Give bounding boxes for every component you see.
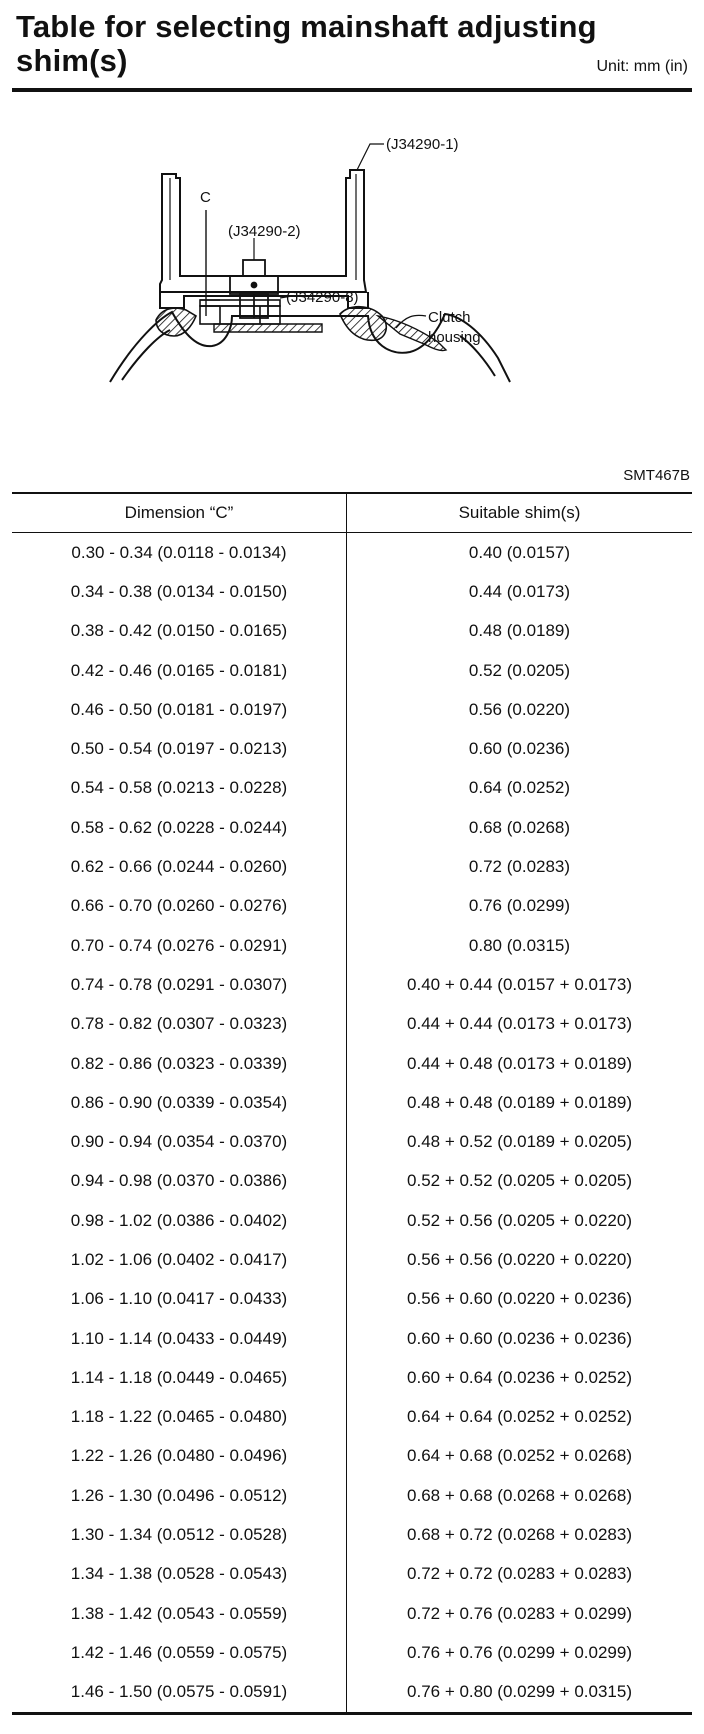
- shim-cell: 0.44 + 0.44 (0.0173 + 0.0173): [407, 1014, 632, 1034]
- unit-label: Unit: mm (in): [596, 58, 688, 75]
- dimension-c-marker: [200, 210, 220, 316]
- dimension-cell: 0.34 - 0.38 (0.0134 - 0.0150): [12, 572, 347, 611]
- table-row: [12, 1122, 692, 1161]
- shim-cell: 0.76 + 0.76 (0.0299 + 0.0299): [407, 1642, 632, 1662]
- shim-cell: 0.44 + 0.48 (0.0173 + 0.0189): [407, 1053, 632, 1073]
- gauge-j34290-2: [230, 260, 278, 318]
- dimension-cell: 0.54 - 0.58 (0.0213 - 0.0228): [12, 769, 347, 808]
- table-row: [12, 533, 692, 573]
- shim-cell: 0.64 + 0.68 (0.0252 + 0.0268): [407, 1446, 632, 1466]
- dimension-cell: 0.42 - 0.46 (0.0165 - 0.0181): [12, 651, 347, 690]
- shim-cell: 0.72 (0.0283): [468, 857, 571, 877]
- dimension-cell: 1.38 - 1.42 (0.0543 - 0.0559): [12, 1594, 347, 1633]
- table-row: [12, 612, 692, 651]
- dimension-cell: 1.46 - 1.50 (0.0575 - 0.0591): [12, 1673, 347, 1714]
- shim-cell: 0.52 + 0.52 (0.0205 + 0.0205): [407, 1171, 632, 1191]
- shim-cell: 0.60 + 0.64 (0.0236 + 0.0252): [407, 1367, 632, 1387]
- table-row: [12, 1358, 692, 1397]
- shim-cell: 0.60 + 0.60 (0.0236 + 0.0236): [407, 1328, 632, 1348]
- dimension-cell: 0.62 - 0.66 (0.0244 - 0.0260): [12, 847, 347, 886]
- dimension-cell: 1.02 - 1.06 (0.0402 - 0.0417): [12, 1240, 347, 1279]
- shim-cell: 0.56 + 0.60 (0.0220 + 0.0236): [407, 1289, 632, 1309]
- table-row: [12, 1083, 692, 1122]
- table-body: [12, 533, 692, 1714]
- table-row: [12, 1398, 692, 1437]
- label-housing-line-1: Clutch: [428, 309, 471, 326]
- table-row: [12, 769, 692, 808]
- dimension-cell: 1.10 - 1.14 (0.0433 - 0.0449): [12, 1319, 347, 1358]
- dimension-cell: 0.70 - 0.74 (0.0276 - 0.0291): [12, 926, 347, 965]
- table-row: [12, 1437, 692, 1476]
- dimension-cell: 0.98 - 1.02 (0.0386 - 0.0402): [12, 1201, 347, 1240]
- dimension-cell: 0.38 - 0.42 (0.0150 - 0.0165): [12, 612, 347, 651]
- shim-cell: 0.76 (0.0299): [468, 896, 571, 916]
- shim-cell: 0.76 + 0.80 (0.0299 + 0.0315): [347, 1673, 693, 1714]
- dimension-cell: 0.50 - 0.54 (0.0197 - 0.0213): [12, 729, 347, 768]
- label-tool-8: (J34290-8): [286, 289, 359, 306]
- label-housing-line-2: housing: [428, 329, 481, 346]
- table-row: [12, 1555, 692, 1594]
- dimension-cell: 1.34 - 1.38 (0.0528 - 0.0543): [12, 1555, 347, 1594]
- title-row-2: [16, 44, 688, 84]
- label-dimension-c: C: [200, 189, 211, 206]
- page-title: [16, 10, 688, 84]
- shim-cell: 0.40 + 0.44 (0.0157 + 0.0173): [407, 974, 632, 994]
- shim-cell: 0.40 (0.0157): [468, 542, 571, 562]
- dimension-cell: 1.22 - 1.26 (0.0480 - 0.0496): [12, 1437, 347, 1476]
- shim-cell: 0.56 + 0.56 (0.0220 + 0.0220): [407, 1249, 632, 1269]
- shim-cell: 0.64 + 0.64 (0.0252 + 0.0252): [407, 1407, 632, 1427]
- table-row: [12, 1280, 692, 1319]
- header-shim: Suitable shim(s): [347, 493, 693, 533]
- shim-cell: 0.48 + 0.52 (0.0189 + 0.0205): [407, 1132, 632, 1152]
- header-dimension: Dimension “C”: [12, 493, 347, 533]
- table-row: [12, 690, 692, 729]
- dimension-cell: 0.78 - 0.82 (0.0307 - 0.0323): [12, 1005, 347, 1044]
- table-header-row: [12, 493, 692, 533]
- dimension-cell: 0.74 - 0.78 (0.0291 - 0.0307): [12, 965, 347, 1004]
- left-boss-section: [156, 308, 196, 336]
- table-row: [12, 847, 692, 886]
- center-boss-section: [214, 324, 322, 332]
- shim-cell: 0.52 (0.0205): [468, 660, 571, 680]
- shim-cell: 0.68 + 0.72 (0.0268 + 0.0283): [407, 1525, 632, 1545]
- table-row: [12, 1044, 692, 1083]
- table-row: [12, 1633, 692, 1672]
- label-tool-2: (J34290-2): [228, 223, 301, 240]
- tool-setup-diagram: [100, 130, 560, 440]
- right-boss-section: [340, 307, 386, 341]
- dimension-cell: 1.42 - 1.46 (0.0559 - 0.0575): [12, 1633, 347, 1672]
- dimension-cell: 0.66 - 0.70 (0.0260 - 0.0276): [12, 887, 347, 926]
- shim-cell: 0.80 (0.0315): [468, 935, 571, 955]
- shim-cell: 0.72 + 0.76 (0.0283 + 0.0299): [407, 1603, 632, 1623]
- shim-cell: 0.56 (0.0220): [468, 699, 571, 719]
- dimension-cell: 0.46 - 0.50 (0.0181 - 0.0197): [12, 690, 347, 729]
- shim-cell: 0.60 (0.0236): [468, 739, 571, 759]
- figure-code: SMT467B: [623, 467, 690, 484]
- table-row: [12, 572, 692, 611]
- dimension-cell: 1.30 - 1.34 (0.0512 - 0.0528): [12, 1515, 347, 1554]
- shim-cell: 0.64 (0.0252): [468, 778, 571, 798]
- title-line-2: shim(s): [16, 43, 128, 78]
- title-rule: [12, 88, 692, 92]
- dimension-cell: 1.06 - 1.10 (0.0417 - 0.0433): [12, 1280, 347, 1319]
- shim-cell: 0.44 (0.0173): [468, 581, 571, 601]
- table-row: [12, 1319, 692, 1358]
- table-row: [12, 1201, 692, 1240]
- table-row: [12, 1515, 692, 1554]
- table-row: [12, 729, 692, 768]
- shim-cell: 0.68 + 0.68 (0.0268 + 0.0268): [407, 1485, 632, 1505]
- shim-cell: 0.68 (0.0268): [468, 817, 571, 837]
- dimension-cell: 0.30 - 0.34 (0.0118 - 0.0134): [12, 533, 347, 573]
- dimension-cell: 0.94 - 0.98 (0.0370 - 0.0386): [12, 1162, 347, 1201]
- dimension-cell: 1.26 - 1.30 (0.0496 - 0.0512): [12, 1476, 347, 1515]
- shim-cell: 0.48 (0.0189): [468, 621, 571, 641]
- dimension-cell: 0.90 - 0.94 (0.0354 - 0.0370): [12, 1122, 347, 1161]
- table-row: [12, 808, 692, 847]
- table-row: [12, 1594, 692, 1633]
- dimension-cell: 0.86 - 0.90 (0.0339 - 0.0354): [12, 1083, 347, 1122]
- dimension-cell: 1.18 - 1.22 (0.0465 - 0.0480): [12, 1398, 347, 1437]
- shim-selection-table: [12, 492, 692, 1715]
- label-tool-1: (J34290-1): [386, 136, 459, 153]
- table-row: [12, 887, 692, 926]
- table-row: [12, 1673, 692, 1714]
- table-row: [12, 965, 692, 1004]
- table-row: [12, 1162, 692, 1201]
- shim-cell: 0.72 + 0.72 (0.0283 + 0.0283): [407, 1564, 632, 1584]
- shim-cell: 0.52 + 0.56 (0.0205 + 0.0220): [407, 1210, 632, 1230]
- table-row: [12, 1240, 692, 1279]
- table-row: [12, 926, 692, 965]
- dimension-cell: 1.14 - 1.18 (0.0449 - 0.0465): [12, 1358, 347, 1397]
- dimension-cell: 0.82 - 0.86 (0.0323 - 0.0339): [12, 1044, 347, 1083]
- table-row: [12, 651, 692, 690]
- table-row: [12, 1476, 692, 1515]
- table-row: [12, 1005, 692, 1044]
- title-line-1: Table for selecting mainshaft adjusting: [16, 9, 597, 44]
- shim-cell: 0.48 + 0.48 (0.0189 + 0.0189): [407, 1092, 632, 1112]
- dimension-cell: 0.58 - 0.62 (0.0228 - 0.0244): [12, 808, 347, 847]
